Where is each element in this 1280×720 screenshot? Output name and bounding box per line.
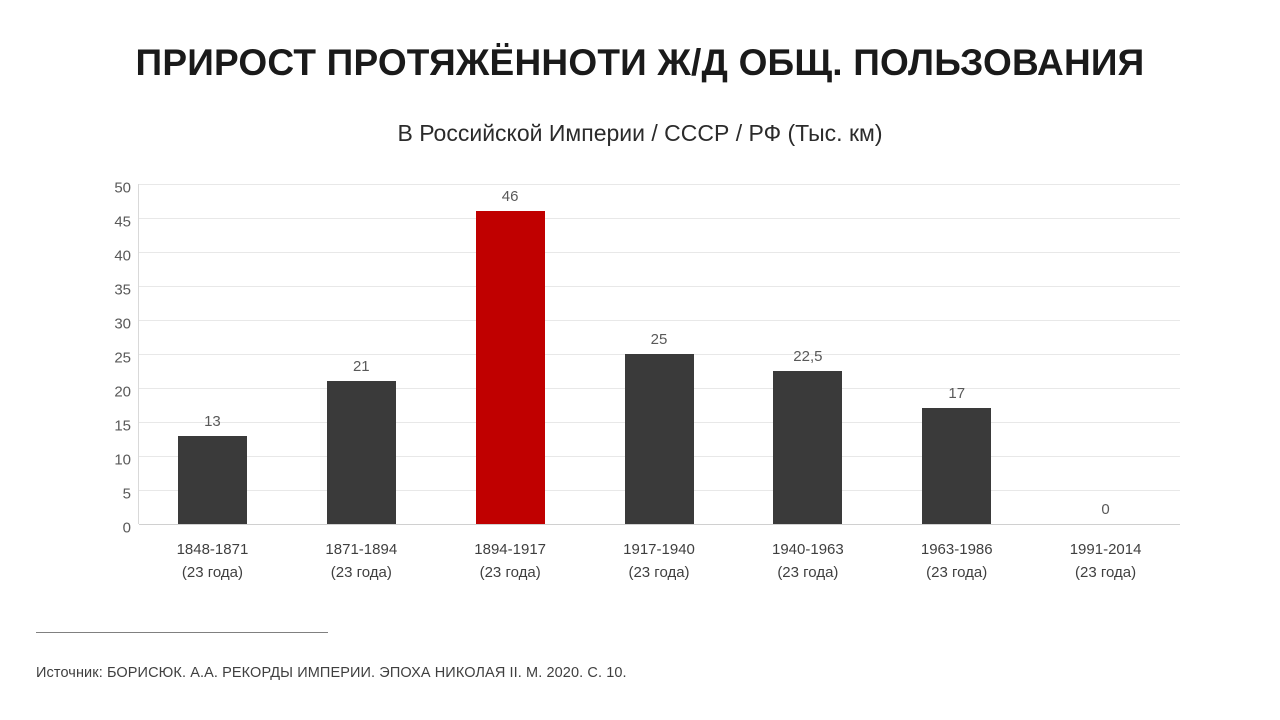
page-title: ПРИРОСТ ПРОТЯЖЁННОТИ Ж/Д ОБЩ. ПОЛЬЗОВАНИЯ bbox=[135, 42, 1145, 83]
bar-value-label: 17 bbox=[948, 385, 966, 403]
y-axis-tick: 15 bbox=[114, 417, 131, 435]
gridline bbox=[139, 456, 1180, 457]
source-note: Источник: БОРИСЮК. А.А. РЕКОРДЫ ИМПЕРИИ. ЭПОХА НИКОЛАЯ II. М. 2020. С. 10. bbox=[36, 665, 627, 681]
y-axis-tick: 10 bbox=[114, 451, 131, 469]
bar-value-label: 22,5 bbox=[793, 348, 823, 365]
gridline bbox=[139, 490, 1180, 491]
x-axis-label-period: 1963-1986 bbox=[920, 541, 993, 558]
x-axis-label bbox=[585, 538, 734, 585]
bar-chart bbox=[100, 180, 1190, 590]
gridline bbox=[139, 524, 1180, 525]
x-axis-label-duration: (23 года) bbox=[628, 564, 690, 582]
x-axis-label bbox=[138, 538, 287, 585]
gridline bbox=[139, 252, 1180, 253]
x-axis-label-period: 1991-2014 bbox=[1069, 541, 1142, 558]
y-axis-tick: 25 bbox=[114, 349, 131, 367]
y-axis-tick: 0 bbox=[122, 519, 131, 537]
y-axis-tick: 5 bbox=[122, 485, 131, 503]
bar-value-label: 21 bbox=[352, 358, 370, 376]
x-axis-labels bbox=[138, 538, 1180, 585]
plot-area bbox=[114, 179, 1180, 537]
gridline bbox=[139, 218, 1180, 219]
y-axis-tick: 45 bbox=[114, 213, 131, 231]
y-axis-tick: 20 bbox=[114, 383, 131, 401]
x-axis-label-duration: (23 года) bbox=[181, 564, 243, 582]
y-axis-tick: 35 bbox=[114, 281, 131, 299]
x-axis-label-duration: (23 года) bbox=[926, 564, 988, 582]
x-axis-label bbox=[287, 538, 436, 585]
x-axis-label-duration: (23 года) bbox=[777, 564, 839, 582]
x-axis-label-duration: (23 года) bbox=[330, 564, 392, 582]
y-axis-tick: 50 bbox=[114, 179, 131, 197]
footer-divider bbox=[36, 632, 328, 633]
y-axis-tick: 30 bbox=[114, 315, 131, 333]
y-axis-tick: 40 bbox=[114, 247, 131, 265]
x-axis-label-period: 1894-1917 bbox=[474, 541, 547, 558]
gridline bbox=[139, 388, 1180, 389]
x-axis-label bbox=[1031, 538, 1180, 585]
x-axis-label-period: 1871-1894 bbox=[325, 541, 398, 558]
x-axis-label bbox=[882, 538, 1031, 585]
gridline bbox=[139, 184, 1180, 185]
bar-value-label: 25 bbox=[650, 331, 668, 348]
x-axis-label-period: 1917-1940 bbox=[623, 541, 695, 558]
x-axis-label bbox=[733, 538, 882, 585]
bar-value-label: 13 bbox=[204, 412, 221, 430]
chart-subtitle: В Российской Империи / СССР / РФ (Тыс. км) bbox=[397, 120, 883, 146]
x-axis-label-duration: (23 года) bbox=[1075, 564, 1137, 582]
bar-value-label: 0 bbox=[1101, 501, 1110, 518]
x-axis-label-duration: (23 года) bbox=[479, 564, 541, 582]
gridline bbox=[139, 320, 1180, 321]
gridline bbox=[139, 354, 1180, 355]
bar-value-label: 46 bbox=[501, 188, 519, 206]
x-axis-label-period: 1940-1963 bbox=[772, 541, 844, 558]
gridline bbox=[139, 286, 1180, 287]
gridline bbox=[139, 422, 1180, 423]
x-axis-label bbox=[436, 538, 585, 585]
x-axis-label-period: 1848-1871 bbox=[176, 541, 249, 558]
